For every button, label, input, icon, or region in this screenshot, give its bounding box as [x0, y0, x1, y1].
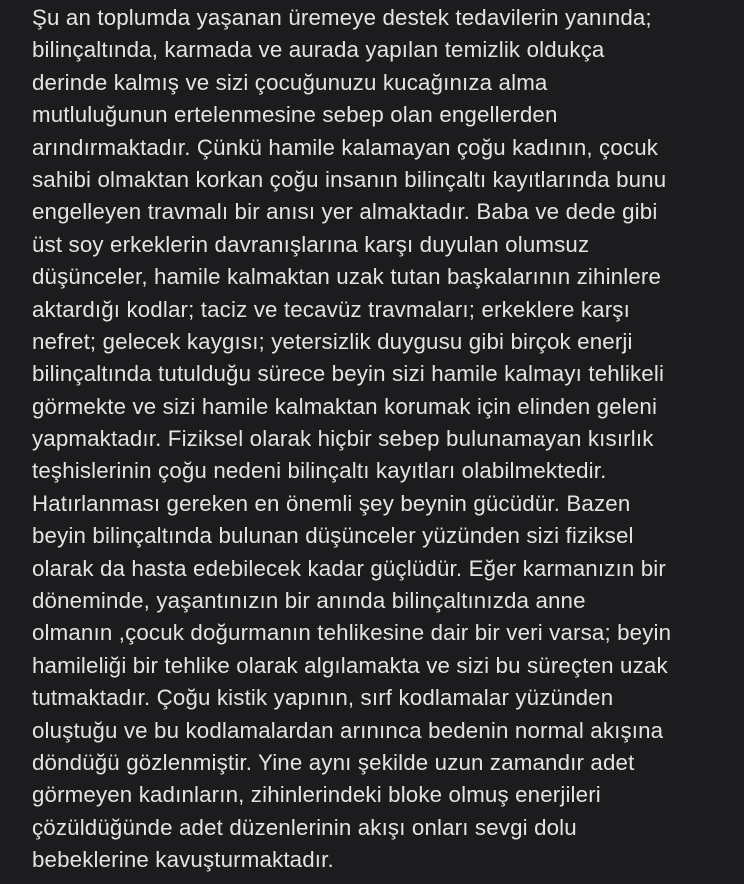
text-line: hamileliği bir tehlike olarak algılamakta ve sizi bu süreçten uzak [32, 652, 668, 678]
text-line: üst soy erkeklerin davranışlarına karşı duyulan olumsuz [32, 231, 590, 257]
text-line: döneminde, yaşantınızın bir anında bilinçaltınızda anne [32, 588, 586, 614]
article-text [32, 2, 732, 877]
text-line: arındırmaktadır. Çünkü hamile kalamayan çoğu kadının, çocuk [32, 134, 659, 160]
text-line: Şu an toplumda yaşanan üremeye destek tedavilerin yanında; [32, 5, 652, 30]
text-line: sahibi olmaktan korkan çoğu insanın bilinçaltı kayıtlarında bunu [32, 166, 667, 192]
text-line: olmanın ,çocuk doğurmanın tehlikesine dair bir veri varsa; beyin [32, 620, 672, 646]
text-line: düşünceler, hamile kalmaktan uzak tutan başkalarının zihinlere [32, 264, 662, 290]
text-line: Hatırlanması gereken en önemli şey beynin gücüdür. Bazen [32, 490, 631, 516]
text-line: döndüğü gözlenmiştir. Yine aynı şekilde uzun zamandır adet [32, 749, 635, 775]
text-line: beyin bilinçaltında bulunan düşünceler yüzünden sizi fiziksel [32, 523, 634, 549]
text-line: görmekte ve sizi hamile kalmaktan korumak için elinden geleni [32, 393, 658, 419]
text-line: oluştuğu ve bu kodlamalardan arınınca bedenin normal akışına [32, 717, 664, 743]
text-line: çözüldüğünde adet düzenlerinin akışı onları sevgi dolu [32, 814, 577, 840]
text-line: bilinçaltında tutulduğu sürece beyin sizi hamile kalmayı tehlikeli [32, 361, 665, 387]
text-line: yapmaktadır. Fiziksel olarak hiçbir sebep bulunamayan kısırlık [32, 426, 654, 452]
text-line: derinde kalmış ve sizi çocuğunuzu kucağınıza alma [32, 69, 548, 95]
text-line: engelleyen travmalı bir anısı yer almaktadır. Baba ve dede gibi [32, 199, 658, 225]
text-line: bebeklerine kavuşturmaktadır. [32, 847, 334, 873]
text-line: aktardığı kodlar; taciz ve tecavüz travmaları; erkeklere karşı [32, 296, 630, 322]
text-line: mutluluğunun ertelenmesine sebep olan engellerden [32, 102, 558, 128]
text-line: olarak da hasta edebilecek kadar güçlüdür. Eğer karmanızın bir [32, 555, 666, 581]
text-line: tutmaktadır. Çoğu kistik yapının, sırf kodlamalar yüzünden [32, 685, 614, 711]
text-line: nefret; gelecek kaygısı; yetersizlik duygusu gibi birçok enerji [32, 328, 633, 354]
text-line: görmeyen kadınların, zihinlerindeki bloke olmuş enerjileri [32, 782, 601, 808]
text-line: teşhislerinin çoğu nedeni bilinçaltı kayıtları olabilmektedir. [32, 458, 607, 484]
text-line: bilinçaltında, karmada ve aurada yapılan temizlik oldukça [32, 37, 605, 63]
